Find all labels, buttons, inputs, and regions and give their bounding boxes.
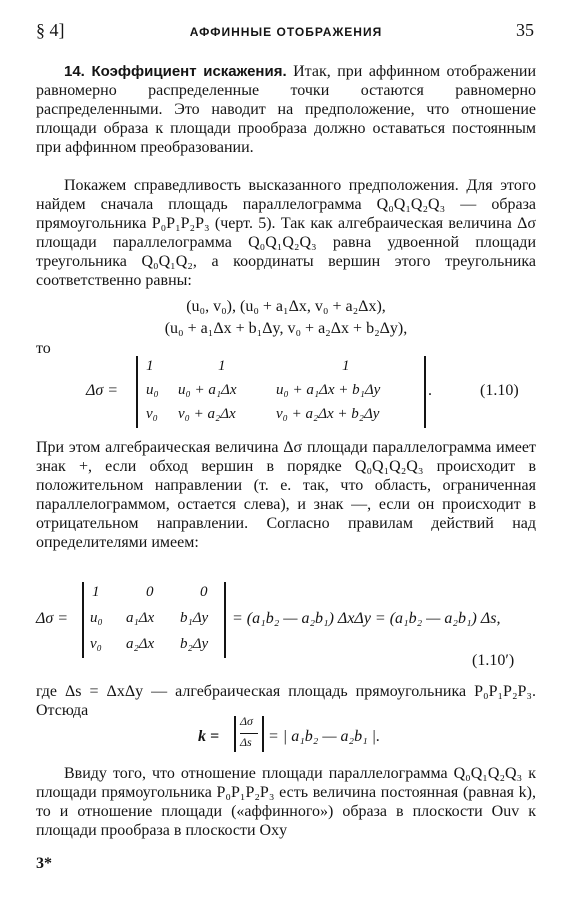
- eq3-denominator: Δs: [240, 735, 252, 749]
- eq2-lhs: Δσ =: [36, 610, 69, 627]
- eq3-right-bar: [262, 716, 264, 752]
- eq1-lhs: Δσ =: [86, 382, 119, 399]
- coordinates-line-2: (u₀ + a₁Δx + b₁Δy, v₀ + a₂Δx + b₂Δy),: [164, 320, 408, 337]
- eq1-cell: u₀ + a₁Δx + b₁Δy: [276, 382, 381, 398]
- coordinates-line-1: (u₀, v₀), (u₀ + a₁Δx, v₀ + a₂Δx),: [186, 298, 386, 315]
- eq1-right-bar: [424, 356, 426, 428]
- eq1-cell: v₀ + a₂Δx + b₂Δy: [276, 406, 380, 422]
- eq2-cell: 0: [200, 584, 208, 600]
- eq2-cell: b₂Δy: [180, 636, 209, 652]
- eq3-left-bar: [234, 716, 236, 752]
- eq1-cell: 1: [218, 358, 226, 374]
- eq2-cell: a₂Δx: [126, 636, 155, 652]
- section-heading: 14. Коэффициент искажения.: [64, 63, 287, 80]
- eq2-right-bar: [224, 582, 226, 658]
- paragraph-4: где Δs = ΔxΔy — алгебраическая площадь прямоугольника P₀P₁P₂P₃. Отсюда: [36, 683, 536, 719]
- fraction-line: [240, 733, 258, 734]
- eq1-cell: 1: [342, 358, 350, 374]
- eq1-cell: v₀: [146, 406, 158, 422]
- paragraph-1: [36, 62, 536, 157]
- eq1-cell: u₀ + a₁Δx: [178, 382, 237, 398]
- eq3-numerator: Δσ: [240, 714, 253, 728]
- eq3-lhs: k =: [198, 728, 220, 745]
- eq1-cell: v₀ + a₂Δx: [178, 406, 236, 422]
- paragraph-3: При этом алгебраическая величина Δσ площади параллелограмма имеет знак +, если обход вершин в порядке Q₀Q₁Q₂Q₃ происходит в положительном направлении (т. е. так, что область, ограниченная параллелограммом, остается слева), и знак —, если он происходит в отрицательном направлении. Согласно правилам действий над определителями имеем:: [36, 439, 536, 551]
- eq2-left-bar: [82, 582, 84, 658]
- eq2-cell: 1: [92, 584, 100, 600]
- signature-mark: 3*: [36, 855, 52, 872]
- eq1-cell: u₀: [146, 382, 159, 398]
- eq1-left-bar: [136, 356, 138, 428]
- eq1-number: (1.10): [480, 382, 519, 399]
- running-title: АФФИННЫЕ ОТОБРАЖЕНИЯ: [189, 25, 383, 39]
- page-number: 35: [516, 20, 534, 40]
- eq2-cell: 0: [146, 584, 154, 600]
- eq2-cell: u₀: [90, 610, 103, 626]
- eq1-cell: 1: [146, 358, 154, 374]
- eq2-cell: a₁Δx: [126, 610, 155, 626]
- eq1-period: .: [428, 382, 432, 399]
- eq2-number: (1.10′): [472, 652, 515, 669]
- paragraph-1-text: Итак, при аффинном отображении равномерно распределенные точки остаются равномерно распределенными. Это наводит на предположение, что отношение площади образа к площади прообраза должно оставаться постоянным при аффинном преобразовании.: [36, 63, 536, 156]
- eq3-rhs: = | a₁b₂ — a₂b₁ |.: [268, 728, 381, 745]
- then-word: то: [36, 340, 51, 357]
- paragraph-2: Покажем справедливость высказанного предположения. Для этого найдем сначала площадь параллелограмма Q₀Q₁Q₂Q₃ — образа прямоугольника P₀P₁P₂P₃ (черт. 5). Так как алгебраическая величина Δσ площади параллелограмма Q₀Q₁Q₂Q₃ равна удвоенной площади треугольника Q₀Q₁Q₂, а координаты вершин этого треугольника соответственно равны:: [36, 177, 536, 289]
- section-marker: § 4]: [36, 20, 65, 40]
- paragraph-5: Ввиду того, что отношение площади параллелограмма Q₀Q₁Q₂Q₃ к площади прямоугольника P₀P₁P₂P₃ есть величина постоянная (равная k), то и отношение площади («аффинного») образа в плоскости Ouv к площади прообраза в плоскости Oxy: [36, 765, 536, 839]
- eq2-cell: b₁Δy: [180, 610, 209, 626]
- eq2-rhs: = (a₁b₂ — a₂b₁) ΔxΔy = (a₁b₂ — a₂b₁) Δs,: [232, 610, 501, 627]
- eq2-cell: v₀: [90, 636, 102, 652]
